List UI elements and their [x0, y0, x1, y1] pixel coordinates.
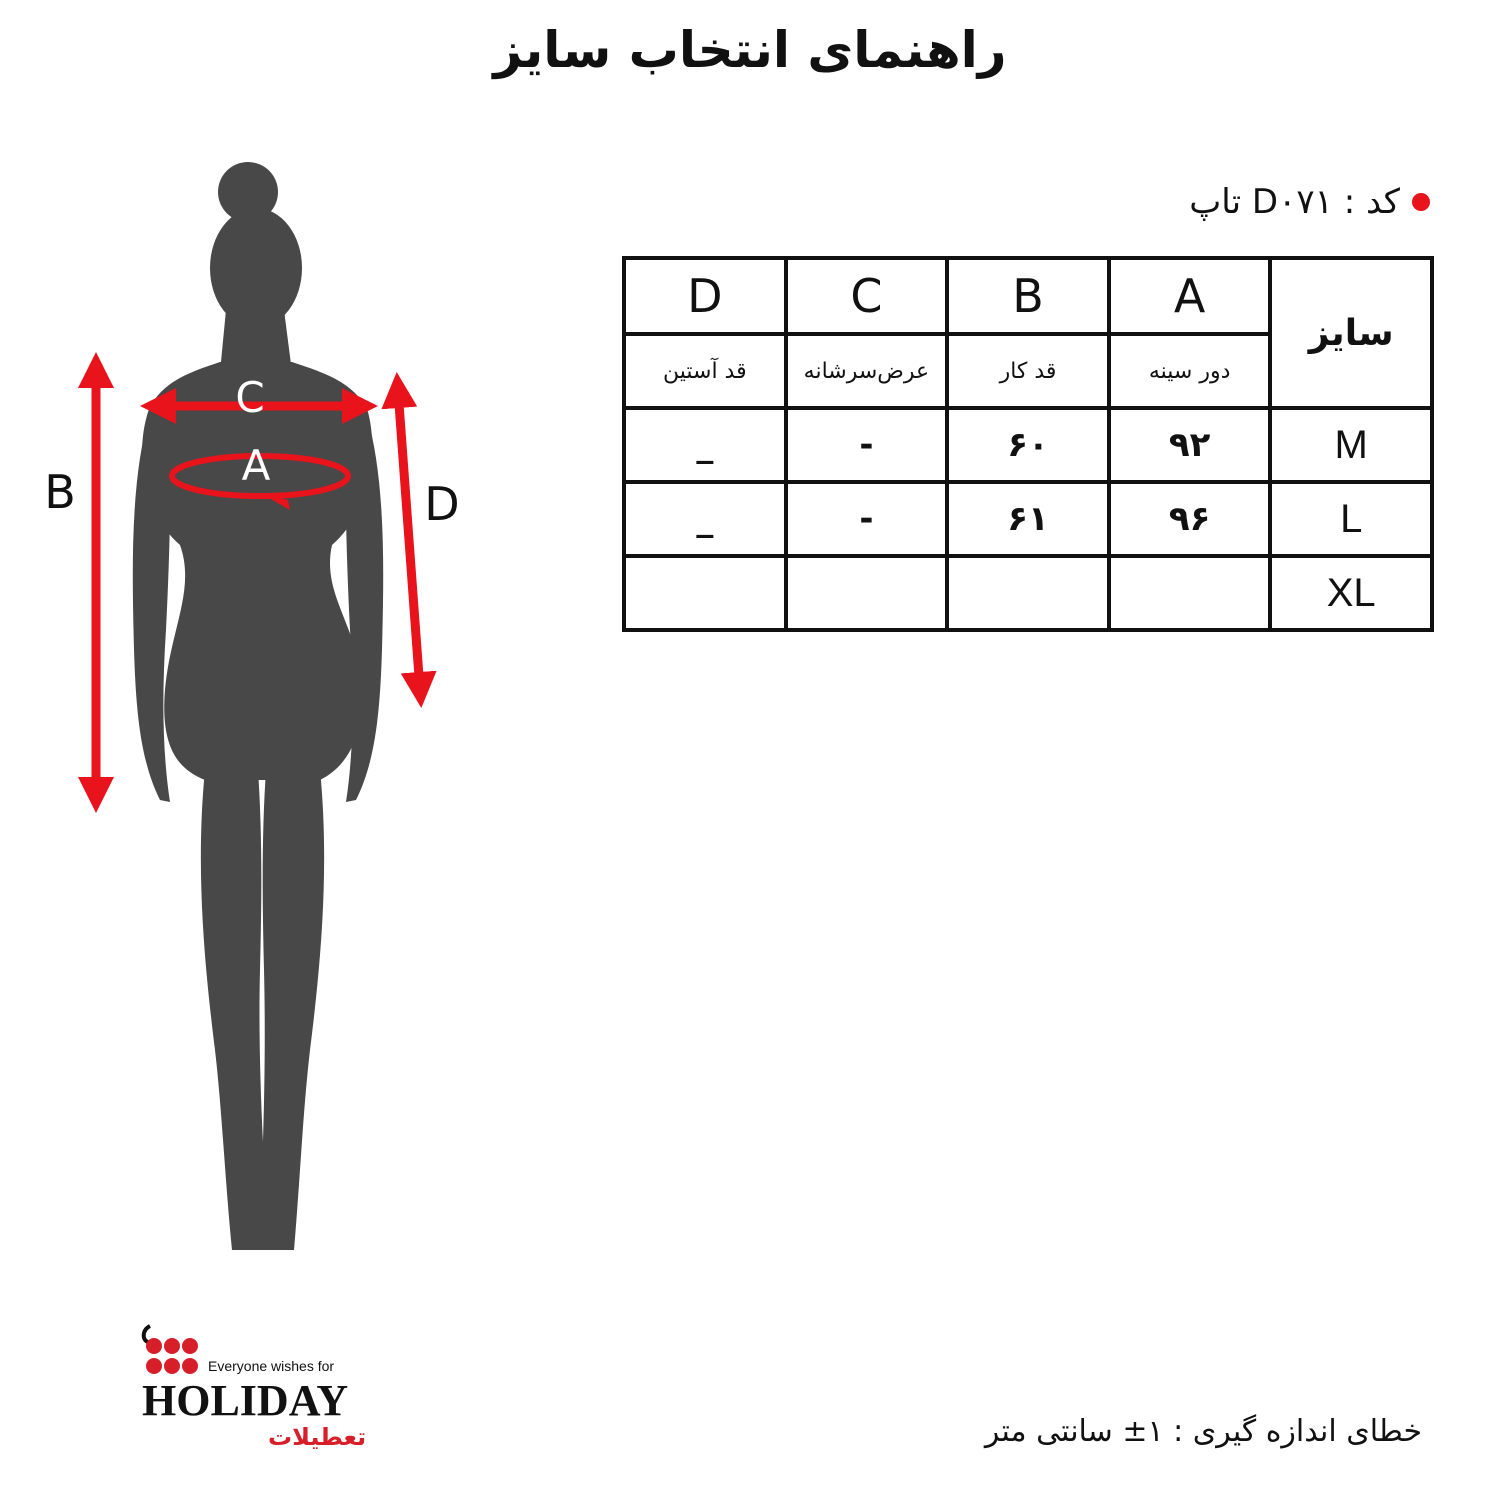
value-cell: ۹۶	[1109, 482, 1271, 556]
column-name: دور سینه	[1109, 334, 1271, 408]
label-a: A	[241, 441, 271, 490]
holiday-logo	[140, 1322, 380, 1462]
size-table	[622, 256, 1434, 632]
table-row	[624, 556, 1432, 630]
table-row	[624, 482, 1432, 556]
value-cell: ۹۲	[1109, 408, 1271, 482]
logo-brand-fa: تعطیلات	[268, 1423, 367, 1451]
column-name: قد کار	[947, 334, 1109, 408]
product-code-text: کد : D۰۷۱ تاپ	[1189, 182, 1400, 222]
label-b: B	[44, 465, 76, 519]
value-cell: ۶۱	[947, 482, 1109, 556]
value-cell: -	[786, 408, 948, 482]
arrow-d	[398, 390, 420, 690]
logo-tagline: Everyone wishes for	[208, 1358, 335, 1374]
value-cell: _	[624, 408, 786, 482]
size-cell: XL	[1270, 556, 1432, 630]
size-header: سایز	[1270, 258, 1432, 408]
size-cell: M	[1270, 408, 1432, 482]
logo-dots-icon	[140, 1324, 208, 1376]
value-cell: _	[624, 482, 786, 556]
value-cell: ۶۰	[947, 408, 1109, 482]
value-cell: -	[786, 482, 948, 556]
body-measurement-figure	[0, 150, 520, 1270]
value-cell	[947, 556, 1109, 630]
column-letter: D	[624, 258, 786, 334]
column-letter: A	[1109, 258, 1271, 334]
table-row	[624, 408, 1432, 482]
page-title: راهنمای انتخاب سایز	[493, 21, 1007, 79]
measurement-error-note: خطای اندازه گیری : ۱± سانتی متر	[984, 1414, 1422, 1449]
size-cell: L	[1270, 482, 1432, 556]
column-letter: B	[947, 258, 1109, 334]
label-c: C	[235, 373, 265, 422]
logo-brand: HOLIDAY	[142, 1376, 349, 1425]
column-name: قد آستین	[624, 334, 786, 408]
column-letter: C	[786, 258, 948, 334]
red-bullet-icon	[1412, 193, 1430, 211]
product-code	[1189, 178, 1430, 226]
value-cell	[786, 556, 948, 630]
value-cell	[1109, 556, 1271, 630]
table-header-row-letters	[624, 258, 1432, 334]
silhouette	[133, 162, 383, 1250]
label-d: D	[424, 477, 460, 531]
value-cell	[624, 556, 786, 630]
column-name: عرض‌سرشانه	[786, 334, 948, 408]
